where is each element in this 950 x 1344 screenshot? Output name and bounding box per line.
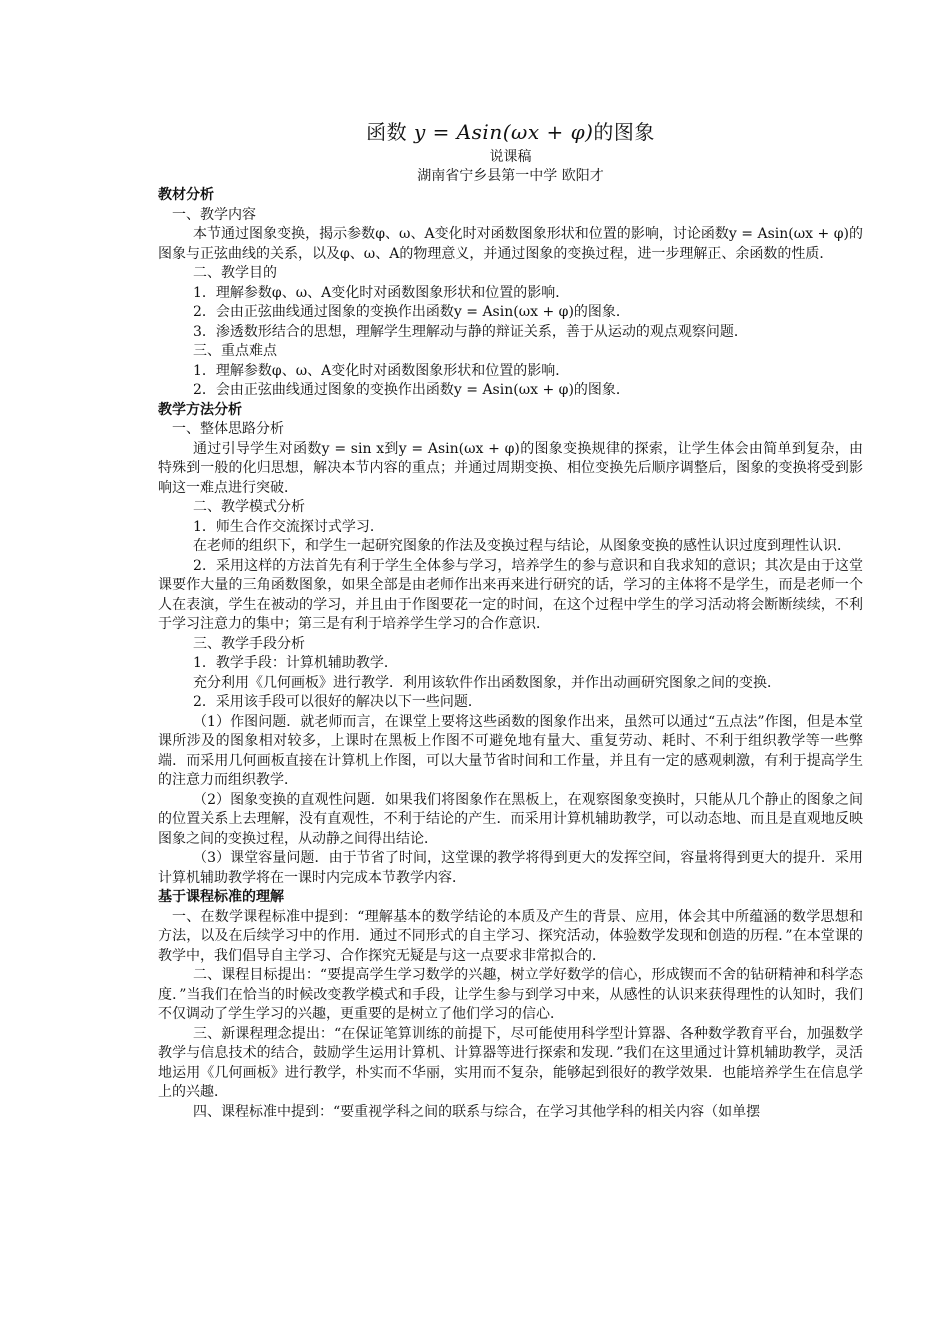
paragraph: 本节通过图象变换，揭示参数φ、ω、A变化时对函数图象形状和位置的影响，讨论函数y = Asin(ωx + φ)的图象与正弦曲线的关系，以及φ、ω、A的物理意义，并通过图象的变换过程，进一步理解正、余函数的性质． (158, 226, 863, 262)
subheading-content: 一、教学内容 (172, 206, 256, 223)
list-item: 1．教学手段：计算机辅助教学． (193, 655, 398, 671)
section-heading-textbook-analysis: 教材分析 (158, 187, 214, 203)
subtitle: 说课稿 (489, 149, 532, 165)
title-prefix: 函数 (366, 120, 408, 144)
author-line: 湖南省宁乡县第一中学 欧阳才 (417, 168, 604, 184)
paragraph: 二、课程目标提出：“要提高学生学习数学的兴趣，树立学好数学的信心，形成锲而不舍的钻研精神和科学态度．”当我们在恰当的时候改变教学模式和手段，让学生参与到学习中来，从感性的认识来获得理性的认知时，我们不仅调动了学生学习的兴趣，更重要的是树立了他们学习的信心． (158, 967, 863, 1022)
page-title (158, 118, 863, 146)
list-item: 2．会由正弦曲线通过图象的变换作出函数y = Asin(ωx + φ)的图象． (193, 304, 630, 320)
paragraph: 通过引导学生对函数y = sin x到y = Asin(ωx + φ)的图象变换规律的探索，让学生体会由简单到复杂，由特殊到一般的化归思想，解决本节内容的重点；并通过周期变换、相位变换先后顺序调整后，图象的变换将受到影响这一难点进行突破． (158, 440, 863, 496)
title-suffix: 的图象 (593, 120, 655, 144)
title-formula: y = Asin(ωx + φ) (413, 120, 594, 144)
list-item: 2．采用该手段可以很好的解决以下一些问题． (193, 694, 482, 710)
subheading-key-points: 三、重点难点 (193, 343, 277, 359)
list-item: 2．会由正弦曲线通过图象的变换作出函数y = Asin(ωx + φ)的图象． (193, 382, 630, 398)
document-page (158, 118, 863, 1122)
subheading-aims: 二、教学目的 (193, 265, 277, 281)
paragraph: （1）作图问题．就老师而言，在课堂上要将这些函数的图象作出来，虽然可以通过“五点法”作图，但是本堂课所涉及的图象相对较多，上课时在黑板上作图不可避免地有量大、重复劳动、耗时、不利于组织教学等一些弊端．而采用几何画板直接在计算机上作图，可以大量节省时间和工作量，并且有一定的感观刺激，有利于提高学生的注意力而组织教学． (158, 713, 863, 788)
paragraph: 四、课程标准中提到：“要重视学科之间的联系与综合，在学习其他学科的相关内容（如单摆 (193, 1103, 761, 1120)
list-item: 1．理解参数φ、ω、A变化时对函数图象形状和位置的影响． (193, 284, 570, 301)
list-item: 1．理解参数φ、ω、A变化时对函数图象形状和位置的影响． (193, 362, 570, 379)
paragraph: （3）课堂容量问题．由于节省了时间，这堂课的教学将得到更大的发挥空间，容量将得到更大的提升．采用计算机辅助教学将在一课时内完成本节教学内容． (158, 850, 863, 886)
list-item: 3．渗透数形结合的思想，理解学生理解动与静的辩证关系，善于从运动的观点观察问题． (193, 323, 748, 340)
subheading-means: 三、教学手段分析 (193, 635, 305, 652)
paragraph: （2）图象变换的直观性问题．如果我们将图象作在黑板上，在观察图象变换时，只能从几个静止的图象之间的位置关系上去理解，没有直观性，不利于结论的产生．而采用计算机辅助教学，可以动态地、而且是直观地反映图象之间的变换过程，从动静之间得出结论． (158, 791, 863, 847)
section-heading-method-analysis: 教学方法分析 (158, 401, 242, 418)
subheading-mode: 二、教学模式分析 (193, 499, 305, 515)
paragraph: 三、新课程理念提出：“在保证笔算训练的前提下，尽可能使用科学型计算器、各种数学教育平台，加强数学教学与信息技术的结合，鼓励学生运用计算机、计算器等进行探索和发现．”我们在这里通过计算机辅助教学，灵活地运用《几何画板》进行教学，朴实而不华丽，实用而不复杂，能够起到很好的教学效果．也能培养学生在信息学上的兴趣． (158, 1025, 863, 1100)
paragraph: 2．采用这样的方法首先有利于学生全体参与学习，培养学生的参与意识和自我求知的意识；其次是由于这堂课要作大量的三角函数图象，如果全部是由老师作出来再来进行研究的话，学习的主体将不是学生，而是老师一个人在表演，学生在被动的学习，并且由于作图要花一定的时间，在这个过程中学生的学习活动将会断断续续，不利于学习注意力的集中；第三是有利于培养学生学习的合作意识． (158, 557, 863, 632)
section-heading-curriculum-standards: 基于课程标准的理解 (158, 889, 284, 905)
paragraph: 一、在数学课程标准中提到：“理解基本的数学结论的本质及产生的背景、应用，体会其中所蕴涵的数学思想和方法，以及在后续学习中的作用．通过不同形式的自主学习、探究活动，体验数学发现和创造的历程．”在本堂课的教学中，我们倡导自主学习、合作探究无疑是与这一点要求非常拟合的． (158, 908, 863, 964)
paragraph: 在老师的组织下，和学生一起研究图象的作法及变换过程与结论，从图象变换的感性认识过度到理性认识． (193, 538, 851, 554)
list-item: 1．师生合作交流探讨式学习． (193, 518, 384, 535)
paragraph: 充分利用《几何画板》进行教学．利用该软件作出函数图象，并作出动画研究图象之间的变换． (193, 674, 781, 691)
subheading-overall: 一、整体思路分析 (172, 421, 284, 437)
